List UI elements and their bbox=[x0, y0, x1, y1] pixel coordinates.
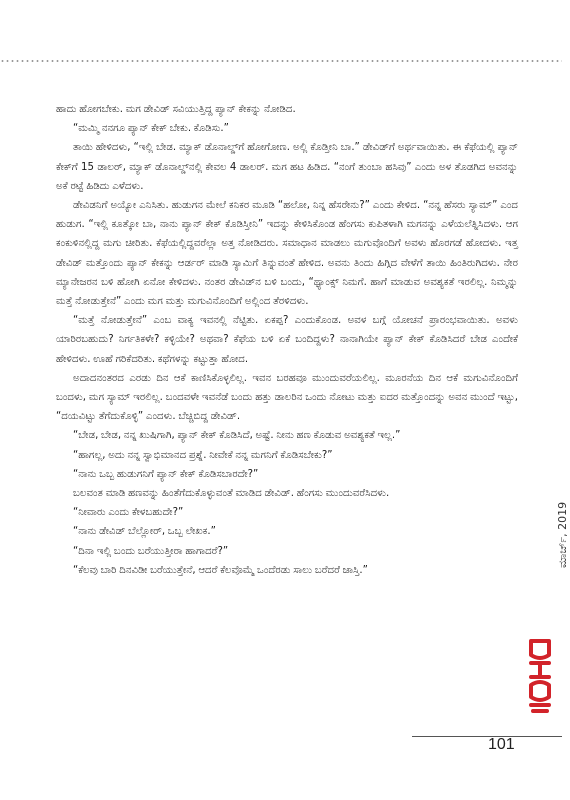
paragraph: ಹಾದು ಹೋಗಬೇಕು. ಮಗ ಡೇವಿಡ್ ಸವಿಯುತ್ತಿದ್ದ ಪ್ಯಾನ್ ಕೇಕನ್ನು ನೋಡಿದ. bbox=[56, 104, 296, 115]
paragraph: “ದಿನಾ ಇಲ್ಲಿ ಬಂದು ಬರೆಯುತ್ತೀರಾ ಹಾಗಾದರೆ?” bbox=[73, 545, 229, 557]
footer-rule bbox=[412, 736, 562, 737]
issue-date: ಮಾರ್ಚ್, 2019 bbox=[556, 501, 569, 568]
paragraph: ಬಲವಂತ ಮಾಡಿ ಹಣವನ್ನು ಹಿಂತೆಗೆದುಕೊಳ್ಳುವಂತೆ ಮಾಡಿದ ಡೇವಿಡ್. ಹೆಂಗಸು ಮುಂದುವರೆಸಿದಳು. bbox=[73, 488, 390, 500]
page-number: 101 bbox=[488, 736, 515, 753]
paragraph: ಅದಾದನಂತರದ ಎರಡು ದಿನ ಆಕೆ ಕಾಣಿಸಿಕೊಳ್ಳಲಿಲ್ಲ. ಇವನ ಬರಹವೂ ಮುಂದುವರೆಯಲಿಲ್ಲ. ಮೂರನೆಯ ದಿನ ಆಕೆ ಮಗುವಿನೊಂದಿಗೆ ಬಂದಳು, ಮಗ ಸ್ಯಾಮ್ ಇರಲಿಲ್ಲ. ಬಂದವಳೇ ಇವನೆಡೆ ಬಂದು ಹತ್ತು ಡಾಲರಿನ ಒಂದು ನೋಟು ಮತ್ತು ಐದರ ಮತ್ತೊಂದನ್ನು ಅವನ ಮುಂದೆ ಇಟ್ಟು, “ದಯವಿಟ್ಟು ತೆಗೆದುಕೊಳ್ಳಿ” ಎಂದಳು. ಬೆಚ್ಚಿಬಿದ್ದ ಡೇವಿಡ್. bbox=[56, 372, 518, 423]
dotted-top-rule bbox=[0, 60, 562, 62]
paragraph: “ಕೆಲವು ಬಾರಿ ದಿನವಿಡೀ ಬರೆಯುತ್ತೇನೆ, ಆದರೆ ಕೆಲವೊಮ್ಮೆ ಒಂದೆರಡು ಸಾಲು ಬರೆದರೆ ಜಾಸ್ತಿ.” bbox=[73, 564, 368, 576]
paragraph: “ನಾನು ಒಬ್ಬ ಹುಡುಗನಿಗೆ ಪ್ಯಾನ್ ಕೇಕ್ ಕೊಡಿಸಬಾರದೇ?” bbox=[73, 468, 259, 480]
paragraph: “ನೀವಾರು ಎಂದು ಕೇಳಬಹುದೇ?” bbox=[73, 507, 184, 519]
article-body bbox=[56, 100, 518, 580]
magazine-logo bbox=[527, 635, 553, 717]
paragraph: ತಾಯಿ ಹೇಳಿದಳು, “ಇಲ್ಲಿ ಬೇಡ. ಮ್ಯಾಕ್ ಡೊನಾಲ್ಡ್‌ಗೆ ಹೋಗೋಣ. ಅಲ್ಲಿ ಕೊಡ್ತೀನಿ ಬಾ.” ಡೇವಿಡ್‌ಗೆ ಅರ್ಥವಾಯಿತು. ಈ ಕೆಫೆಯಲ್ಲಿ ಪ್ಯಾನ್ ಕೇಕ್‌ಗೆ 15 ಡಾಲರ್, ಮ್ಯಾಕ್ ಡೊನಾಲ್ಡ್‌ನಲ್ಲಿ ಕೇವಲ 4 ಡಾಲರ್. ಮಗ ಹಟ ಹಿಡಿದ. “ನಂಗೆ ತುಂಬಾ ಹಸಿವು” ಎಂದು ಅಳ ತೊಡಗಿದ ಅವನನ್ನು ಅಕೆ ರಟ್ಟೆ ಹಿಡಿದು ಎಳೆದಳು. bbox=[56, 142, 518, 192]
paragraph: ಡೇವಿಡನಿಗೆ ಅಯ್ಯೋ ಎನಿಸಿತು. ಹುಡುಗನ ಮೇಲೆ ಕನಿಕರ ಮೂಡಿ “ಹಲೋ, ನಿನ್ನ ಹೆಸರೇನು?” ಎಂದು ಕೇಳಿದ. “ನನ್ನ ಹೆಸರು ಸ್ಯಾಮ್” ಎಂದ ಹುಡುಗ. “ಇಲ್ಲಿ ಕೂತ್ಕೋ ಬಾ, ನಾನು ಪ್ಯಾನ್ ಕೇಕ್ ಕೊಡಿಸ್ತೀನಿ” ಇದನ್ನು ಕೇಳಿಸಿಕೊಂಡ ಹೆಂಗಸು ಕುಪಿತಳಾಗಿ ಮಗನನ್ನು ಎಳೆಯಲೆತ್ನಿಸಿದಳು. ಆಗ ಕಂಕುಳಿನಲ್ಲಿದ್ದ ಮಗು ಚೀರಿತು. ಕೆಫೆಯಲ್ಲಿದ್ದವರೆಲ್ಲಾ ಅತ್ತ ನೋಡಿದರು. ಸಮಾಧಾನ ಮಾಡಲು ಮಗುವೊಂದಿಗೆ ಅವಳು ಹೊರಗಡೆ ಹೋದಳು. ಇತ್ತ ಡೇವಿಡ್ ಮತ್ತೊಂದು ಪ್ಯಾನ್ ಕೇಕನ್ನು ಆರ್ಡರ್ ಮಾಡಿ ಸ್ಯಾಮಿಗೆ ತಿನ್ನುವಂತೆ ಹೇಳಿದ. ಅವನು ತಿಂದು ಹಿಗ್ಗಿದ ವೇಳೆಗೆ ತಾಯಿ ಹಿಂತಿರುಗಿದಳು. ನೇರ ಮ್ಯಾನೇಜರನ ಬಳಿ ಹೋಗಿ ಏನೋ ಕೇಳಿದಳು. ನಂತರ ಡೇವಿಡ್‌ನ ಬಳಿ ಬಂದು, “ಥ್ಯಾಂಕ್ಸ್ ನಿಮಗೆ. ಹಾಗೆ ಮಾಡುವ ಅವಶ್ಯಕತೆ ಇರಲಿಲ್ಲ. ನಿಮ್ಮನ್ನು ಮತ್ತೆ ನೋಡುತ್ತೇನೆ” ಎಂದು ಮಗ ಮತ್ತು ಮಗುವಿನೊಂದಿಗೆ ಅಲ್ಲಿಂದ ತೆರಳಿದಳು. bbox=[56, 200, 518, 308]
paragraph: “ಮತ್ತೆ ನೋಡುತ್ತೇನೆ” ಎಂಬ ವಾಕ್ಯ ಇವನಲ್ಲಿ ನೆಟ್ಟಿತು. ಏಕಪ್ಪ? ಎಂದುಕೊಂಡ. ಅವಳ ಬಗ್ಗೆ ಯೋಚನೆ ಪ್ರಾರಂಭವಾಯಿತು. ಅವಳು ಯಾರಿರಬಹುದು? ನಿರ್ಗತಿಕಳೇ? ಕಳ್ಳಿಯೇ? ಅಥವಾ? ಕೆಫೆಯ ಬಳಿ ಏಕೆ ಬಂದಿದ್ದಳು? ನಾನಾಗಿಯೇ ಪ್ಯಾನ್ ಕೇಕ್ ಕೊಡಿಸಿದರೆ ಬೇಡ ಎಂದೇಕೆ ಹೇಳಿದಳು. ಊಹೆ ಗರಿಕೆದರಿತು. ಕಥೆಗಳನ್ನು ಕಟ್ಟುತ್ತಾ ಹೋದ. bbox=[56, 315, 518, 365]
paragraph: “ಹಾಗಲ್ಲ, ಅದು ನನ್ನ ಸ್ವಾಭಿಮಾನದ ಪ್ರಶ್ನೆ. ನೀವೇಕೆ ನನ್ನ ಮಗನಿಗೆ ಕೊಡಿಸಬೇಕು?” bbox=[73, 449, 333, 461]
mayura-logo-icon bbox=[527, 635, 553, 717]
paragraph: “ಬೇಡ, ಬೇಡ, ನನ್ನ ಖುಷಿಗಾಗಿ, ಪ್ಯಾನ್ ಕೇಕ್ ಕೊಡಿಸಿದೆ, ಅಷ್ಟೆ. ನೀನು ಹಣ ಕೊಡುವ ಅವಶ್ಯಕತೆ ಇಲ್ಲ.” bbox=[73, 430, 401, 442]
paragraph: “ಮಮ್ಮಿ ನನಗೂ ಪ್ಯಾನ್ ಕೇಕ್ ಬೇಕು. ಕೊಡಿಸು.” bbox=[73, 123, 229, 135]
paragraph: “ನಾನು ಡೇವಿಡ್ ಬೆಲ್ಲೋರ್, ಒಬ್ಬ ಲೇಖಕ.” bbox=[73, 526, 216, 538]
